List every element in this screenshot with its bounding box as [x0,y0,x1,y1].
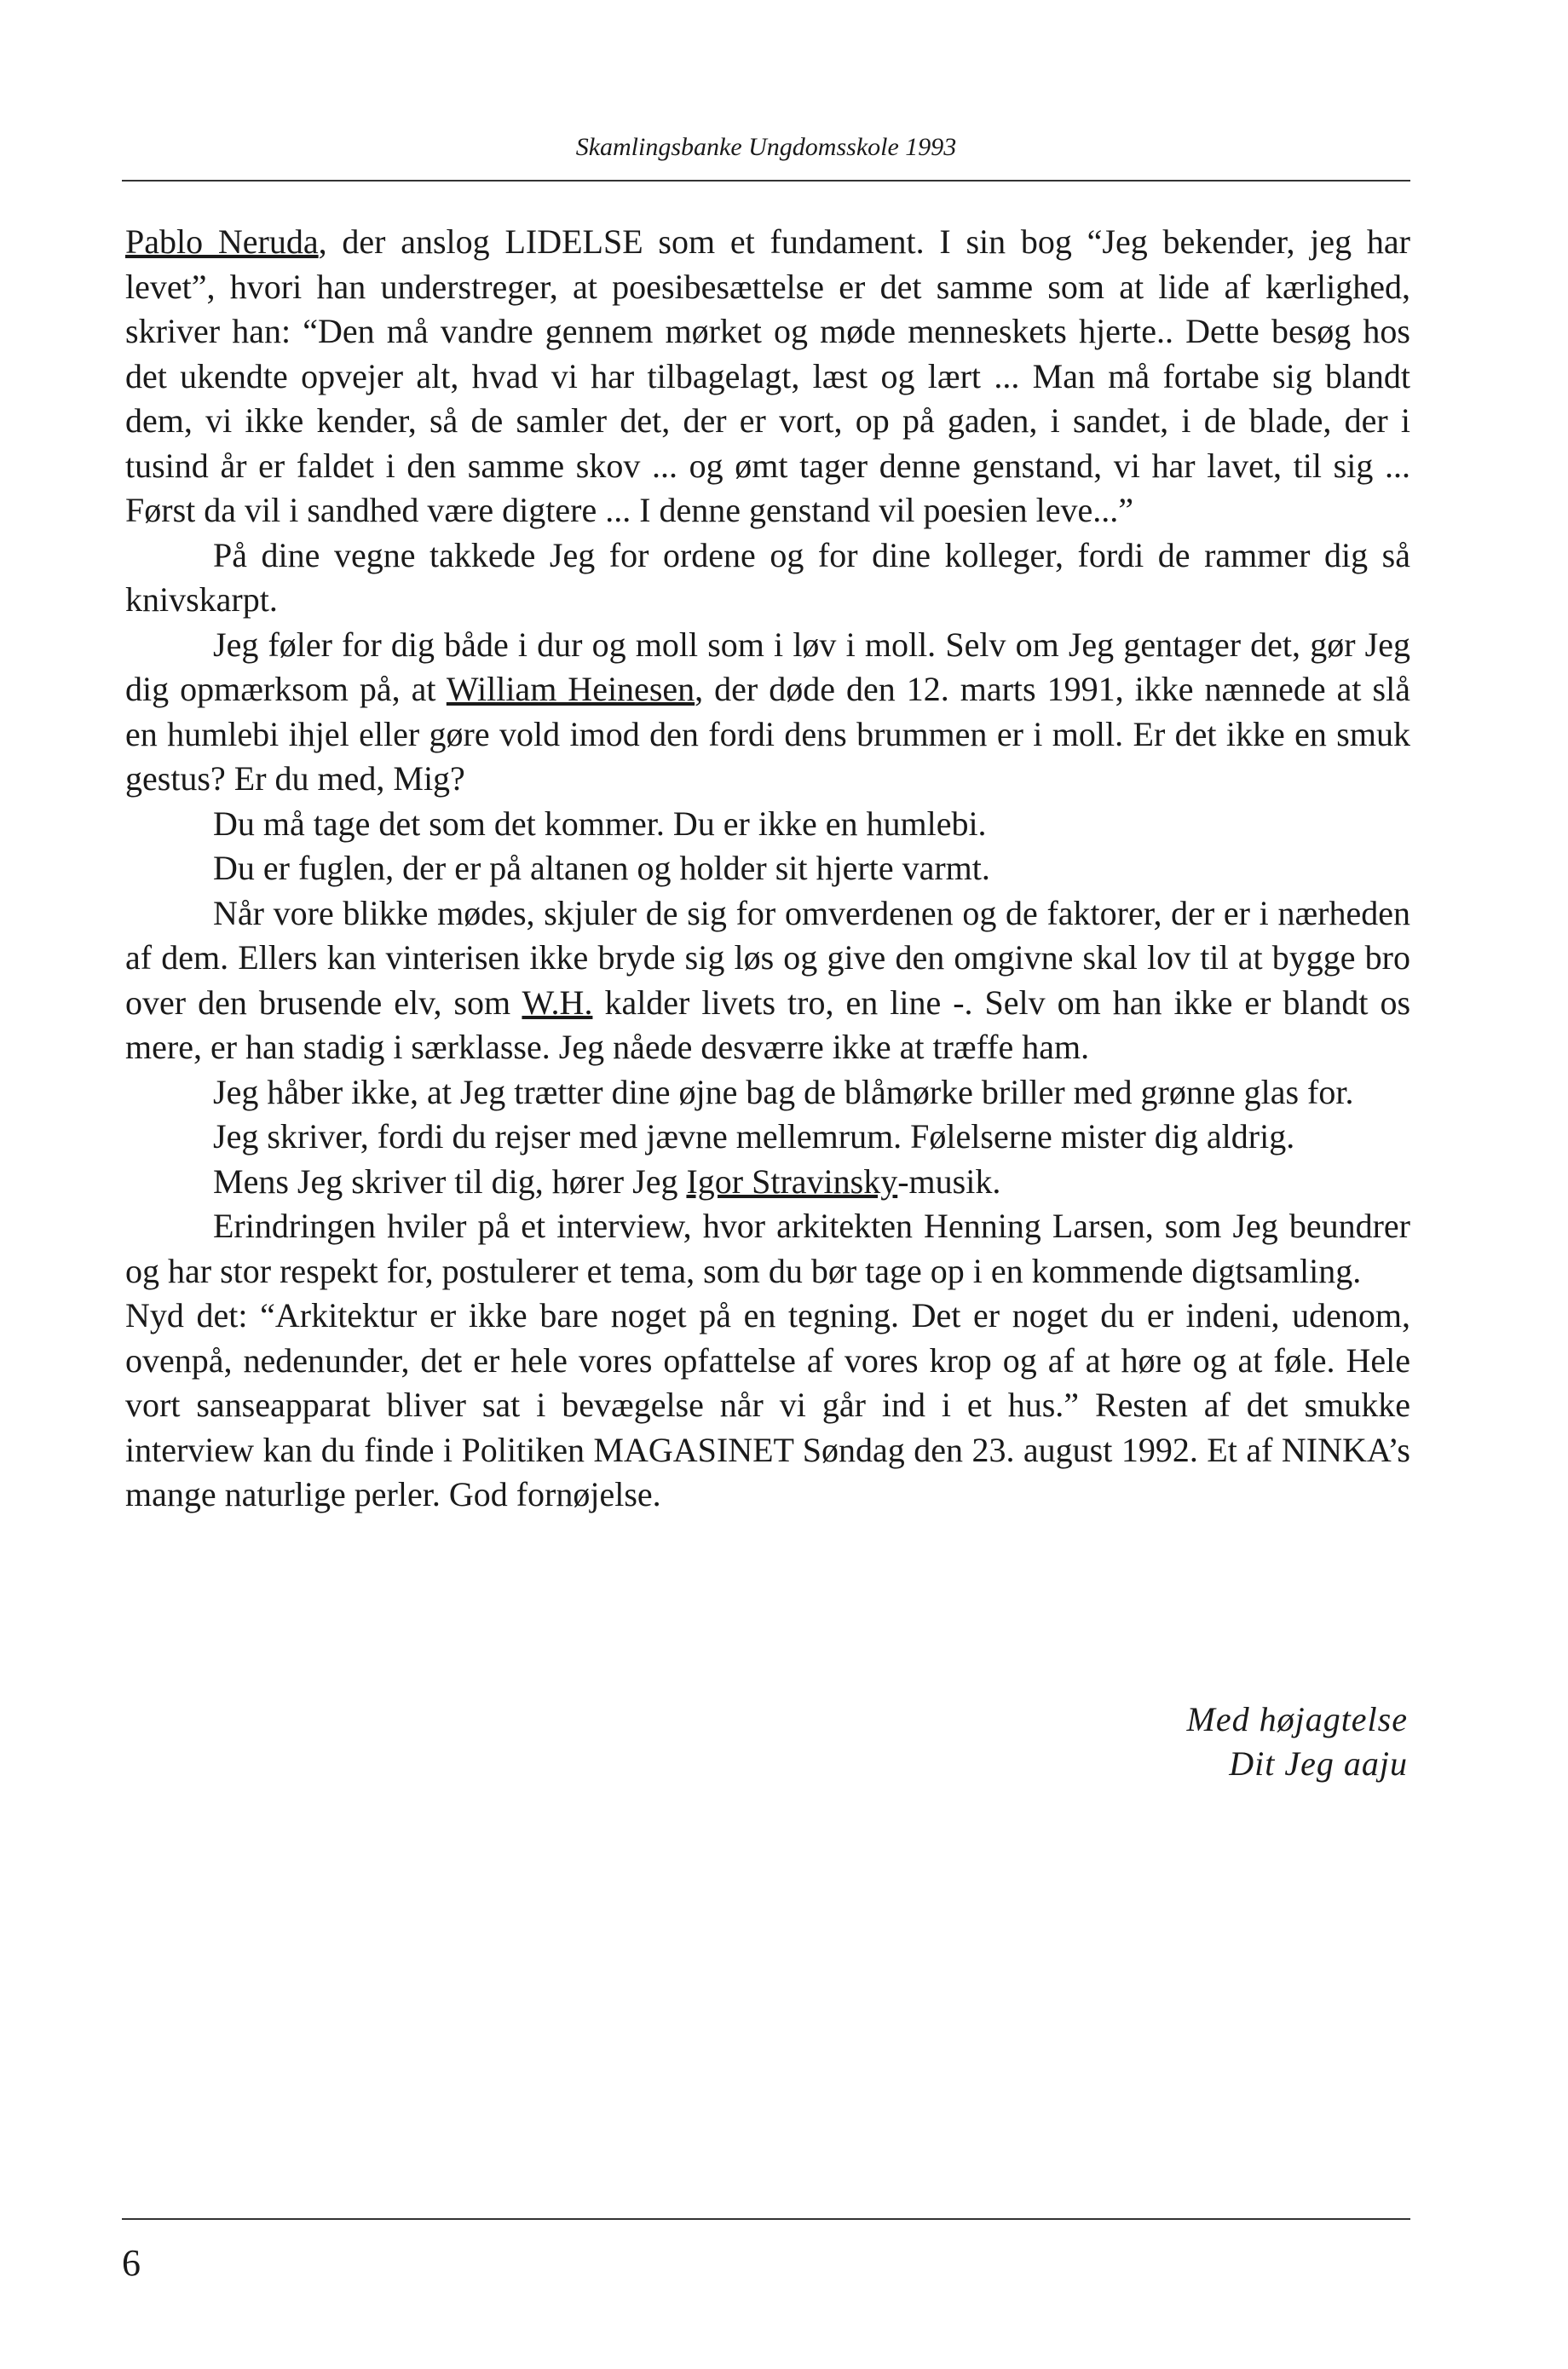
name-william-heinesen: William Heinesen [446,670,695,708]
paragraph-fuglen: Du er fuglen, der er på altanen og holder sit hjerte varmt. [213,849,990,887]
name-wh: W.H. [522,983,593,1022]
paragraph-briller: Jeg håber ikke, at Jeg trætter dine øjne bag de blåmørke briller med grønne glas for. [213,1072,1354,1111]
paragraph-text: Når vore blikke mødes, skjuler de sig for omverdenen og de faktorer, der er i nærheden af dem. Ellers kan vinterisen ikke bryde sig løs og give den omgivne skal lov til at bygge bro over den brusende elv, som [125,893,1410,1022]
paragraph-interview: Erindringen hviler på et interview, hvor arkitekten Henning Larsen, som Jeg beundrer og har stor respekt for, postulerer et tema, som du bør tage op i en kommende digtsamling. [125,1207,1410,1290]
paragraph-blikke [125,891,1410,1070]
paragraph-text: kalder livets tro, en line -. Selv om han ikke er blandt os mere, er han stadig i særklasse. Jeg nåede desværre ikke at træffe ham. [125,983,1411,1066]
signature-name: Dit Jeg aaju [1229,1744,1408,1783]
paragraph-skriver: Jeg skriver, fordi du rejser med jævne mellemrum. Følelserne mister dig aldrig. [213,1117,1295,1156]
paragraph-humlebi [125,623,1410,802]
paragraph-text: Mens Jeg skriver til dig, hører Jeg [213,1161,687,1201]
paragraph-stravinsky [125,1160,1410,1205]
letter-body [125,220,1410,1518]
paragraph-text: , der døde den 12. marts 1991, ikke nænnede at slå en humlebi ihjel eller gøre vold imod den fordi dens brummen er i moll. Er det ikke en smuk gestus? Er du med, Mig? [125,670,1410,798]
page-number: 6 [122,2242,141,2284]
paragraph-take-it: Du må tage det som det kommer. Du er ikke en humlebi. [213,804,987,843]
paragraph-neruda [125,220,1410,533]
paragraph-arkitektur: Nyd det: “Arkitektur er ikke bare noget på en tegning. Det er noget du er indeni, udenom, ovenpå, nedenunder, det er hele vores opfattelse af vores krop og af at høre og at føle. Hele vort sanseapparat bliver sat i bevægelse når vi går ind i et hus.” Resten af det smukke interview kan du finde i Politiken MAGASINET Søndag den 23. august 1992. Et af NINKA’s mange naturlige perler. God fornøjelse. [125,1296,1410,1513]
paragraph-thanks: På dine vegne takkede Jeg for ordene og for dine kolleger, fordi de rammer dig så knivskarpt. [125,535,1410,619]
signature-block [1187,1697,1409,1786]
paragraph-text: -musik. [897,1161,1001,1201]
footer-rule [122,2218,1410,2220]
signature-closing: Med højagtelse [1186,1700,1408,1738]
running-header: Skamlingsbanke Ungdomsskole 1993 [575,133,957,161]
paragraph-text: , der anslog LIDELSE som et fundament. I sin bog “Jeg bekender, jeg har levet”, hvori han understreger, at poesibesættelse er det samme som at lide af kærlighed, skriver han: “Den må vandre gennem mørket og møde menneskets hjerte.. Dette besøg hos det ukendte opvejer alt, hvad vi har tilbagelagt, læst og lært ... Man må fortabe sig blandt dem, vi ikke kender, så de samler det, der er vort, op på gaden, i sandet, i de blade, der i tusind år er faldet i den samme skov ... og ømt tager denne genstand, vi har lavet, til sig ... Først da vil i sandhed være digtere ... I denne genstand vil poesien leve...” [125,222,1411,529]
name-pablo-neruda: Pablo Neruda [125,222,319,261]
paragraph-text: Jeg føler for dig både i dur og moll som i løv i moll. Selv om Jeg gentager det, gør Jeg dig opmærksom på, at [125,625,1410,708]
header-rule [122,180,1410,182]
name-igor-stravinsky: Igor Stravinsky [686,1161,898,1201]
